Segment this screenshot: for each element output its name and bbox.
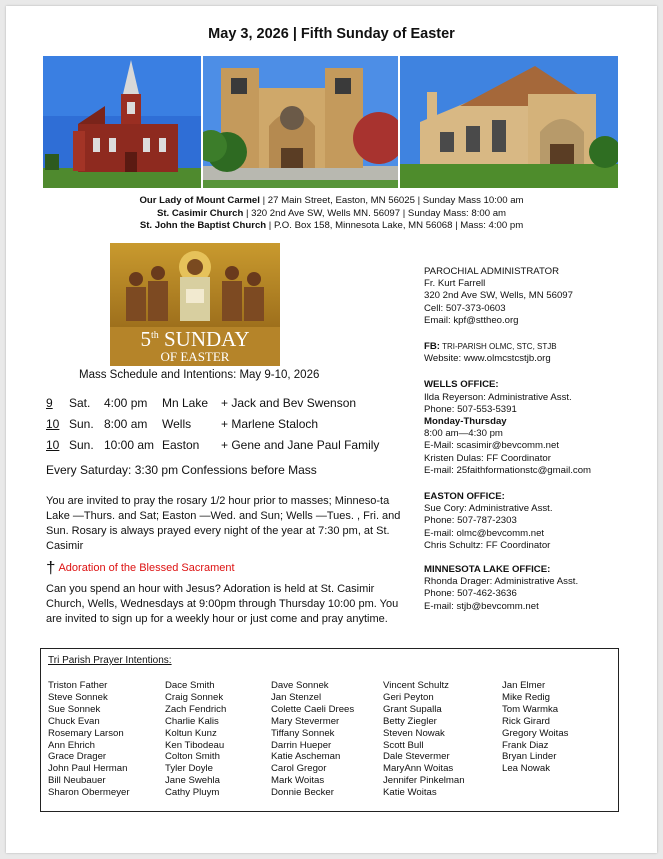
list-item: Colton Smith: [165, 751, 220, 763]
admin-section: PAROCHIAL ADMINISTRATOR Fr. Kurt Farrell 320 2nd Ave SW, Wells, MN 56097 Cell: 507-373-0603 Email: kpf@sttheo.org: [424, 266, 656, 327]
page-title: May 3, 2026 | Fifth Sunday of Easter: [208, 26, 455, 42]
admin-heading: PAROCHIAL ADMINISTRATOR: [424, 266, 560, 277]
list-item: Sue Sonnek: [48, 703, 101, 715]
list-item: Dale Stevermer: [383, 751, 450, 763]
list-item: Katie Ascheman: [271, 751, 341, 763]
easton-office: EASTON OFFICE: Sue Cory: Administrative Asst. Phone: 507-787-2303 E-mail: olmc@bevcomm.net Chris Schultz: FF Coordinator: [424, 491, 656, 552]
cross-icon: †: [46, 558, 56, 577]
easter-banner-line1: 5th SUNDAY: [140, 327, 250, 351]
mnlake-office: MINNESOTA LAKE OFFICE: Rhonda Drager: Administrative Asst. Phone: 507-462-3636 E-mail: stjb@bevcomm.net: [424, 564, 656, 613]
website-link[interactable]: Website: www.olmcstcstjb.org: [424, 353, 551, 365]
bulletin-date: May 3, 2026: [208, 26, 289, 42]
list-item: Charlie Kalis: [165, 715, 219, 727]
list-item: Dave Sonnek: [271, 680, 329, 691]
list-item: Mary Stevermer: [271, 715, 340, 727]
list-item: Rosemary Larson: [48, 727, 124, 739]
list-item: Koltun Kunz: [165, 727, 217, 739]
mnlake-email[interactable]: E-mail: stjb@bevcomm.net: [424, 600, 539, 612]
photo-st-casimir-church: [203, 56, 398, 188]
list-item: Grace Drager: [48, 751, 107, 763]
contact-column: [424, 266, 656, 623]
list-item: Jan Elmer: [502, 680, 546, 691]
list-item: Carol Gregor: [271, 763, 327, 775]
list-item: Tom Warmka: [502, 703, 559, 715]
list-item: Craig Sonnek: [165, 691, 224, 703]
prayer-column: [271, 680, 354, 799]
fb-section: FB: TRI-PARISH OLMC, STC, STJB Website: www.olmcstcstjb.org: [424, 341, 656, 365]
prayer-column: [383, 680, 465, 799]
list-item: Jennifer Pinkelman: [383, 775, 465, 787]
church-list: [6, 195, 657, 233]
list-item: Katie Woitas: [383, 787, 437, 799]
adoration-heading: † Adoration of the Blessed Sacrament: [46, 558, 235, 577]
list-item: Steve Sonnek: [48, 691, 108, 703]
church-olmc: Our Lady of Mount Carmel | 27 Main Street, Easton, MN 56025 | Sunday Mass 10:00 am: [139, 195, 524, 206]
list-item: Darrin Hueper: [271, 739, 332, 751]
list-item: Tiffany Sonnek: [271, 727, 335, 739]
list-item: Frank Diaz: [502, 739, 549, 751]
list-item: Steven Nowak: [383, 727, 445, 739]
list-item: Tyler Doyle: [165, 763, 213, 775]
list-item: Cathy Pluym: [165, 787, 220, 799]
list-item: Betty Ziegler: [383, 715, 437, 727]
church-stc: St. Casimir Church | 320 2nd Ave SW, Wells MN. 56097 | Sunday Mass: 8:00 am: [156, 207, 507, 219]
easter-banner-line2: OF EASTER: [160, 349, 230, 364]
confessions-note: Every Saturday: 3:30 pm Confessions before Mass: [46, 463, 317, 477]
list-item: Triston Father: [48, 680, 108, 691]
list-item: Rick Girard: [502, 715, 550, 727]
list-item: Zach Fendrich: [165, 703, 227, 715]
list-item: John Paul Herman: [48, 763, 128, 775]
list-item: Sharon Obermeyer: [48, 787, 130, 799]
list-item: MaryAnn Woitas: [383, 763, 454, 775]
bulletin-page: May 3, 2026 | Fifth Sunday of Easter Our Lady of Mount Carmel | 27 Main Street, Easton, MN 56025 | Sunday Mass 10:00 am St. Casimir Church | 320 2nd Ave SW, Wells MN. 56097 | Sunday Mass: 8:00 am St. John the Baptist Church | P.O. Box 158, Minnesota Lake, MN 56068 | Mass: 4:00 pm 5th SUNDAY OF EASTER Mass Schedule and Intentions: May 9-10, 2026 9 Sat. 4:00 pm Mn Lake + Jack and Bev Swenson 10 Sun. 8:00 am Wells + Marlene Staloch 10 Sun. 10:00 am Easton + Gene and Jane Paul Family Every Saturday: 3:30 pm Confessions before Mass You are invited to pray the rosary 1/2 hour prior to masses; Minneso-ta Lake —Thurs. and Sat; Easton —Wed. and Sun; Wells —Tues. , Fri. and Sun. Rosary is always prayed every night of the year at 7:30 pm, at St. Casimir † Adoration of the Blessed Sacrament Can you spend an hour with Jesus? Adoration is held at St. Casimir Church, Wells, Wednesdays at 9:00pm through Thursday 10:00 pm. You are invited to sign up for a weekly hour or just come and pray anytime. PAROCHIAL ADMINISTRATOR Fr. Kurt Farrell 320 2nd Ave SW, Wells, MN 56097 Cell: 507-373-0603 Email: kpf@sttheo.org FB: TRI-PARISH OLMC, STC, STJB Website: www.olmcstcstjb.org WELLS OFFICE: Ilda Reyerson: Administrative Asst. Phone: 507-553-5391 Monday-Thursday 8:00 am—4:30 pm E-Mail: scasimir@bevcomm.net Kristen Dulas: FF Coordinator E-mail: 25faithformationstc@gmail.com EASTON OFFICE: Sue Cory: Administrative Asst. Phone: 507-787-2303 E-mail: olmc@bevcomm.net Chris Schultz: FF Coordinator MINNESOTA LAKE OFFICE: Rhonda Drager: Administrative Asst. Phone: 507-462-3636 E-mail: stjb@bevcomm.net Tri Parish Prayer Intentions: Triston Father Steve Sonnek Sue Sonnek Chuck Evan Rosemary Larson Ann Ehrich Grace Drager John Paul Herman Bill Neubauer Sharon Obermeyer Dace Smith Craig Sonnek Zach Fendrich Charlie Kalis Koltun Kunz Ken Tibodeau Colton Smith Tyler Doyle Jane Swehla Cathy Pluym Dave Sonnek Jan Stenzel Colette Caeli Drees Mary Stevermer Tiffany Sonnek Darrin Hueper Katie Ascheman Carol Gregor Mark Woitas Donnie Becker Vincent Schultz Geri Peyton Grant Supalla Betty Ziegler Steven Nowak Scott Bull Dale Stevermer MaryAnn Woitas Jennifer Pinkelman Katie Woitas Jan Elmer Mike Redig Tom Warmka Rick Girard Gregory Woitas Frank Diaz Bryan Linder Lea Nowak: [6, 6, 657, 853]
list-item: Ann Ehrich: [48, 739, 95, 751]
list-item: Grant Supalla: [383, 703, 442, 715]
list-item: Chuck Evan: [48, 715, 100, 727]
adoration-paragraph: Can you spend an hour with Jesus? Adoration is held at St. Casimir Church, Wells, Wednesdays at 9:00pm through Thursday 10:00 pm. You are invited to sign up for a weekly hour or just come and pray anytime.: [46, 583, 399, 625]
ff-email[interactable]: E-mail: 25faithformationstc@gmail.com: [424, 464, 592, 476]
prayer-column: [165, 680, 226, 799]
list-item: Mark Woitas: [271, 775, 325, 787]
easton-email[interactable]: E-mail: olmc@bevcomm.net: [424, 527, 545, 539]
list-item: Gregory Woitas: [502, 727, 569, 739]
photo-our-lady-of-mount-carmel: [43, 56, 201, 188]
wells-office: WELLS OFFICE: Ilda Reyerson: Administrative Asst. Phone: 507-553-5391 Monday-Thursday 8:00 am—4:30 pm E-Mail: scasimir@bevcomm.net Kristen Dulas: FF Coordinator E-mail: 25faithformationstc@gmail.com: [424, 379, 656, 477]
list-item: Geri Peyton: [383, 691, 434, 703]
wells-email[interactable]: E-Mail: scasimir@bevcomm.net: [424, 440, 560, 452]
list-item: Jane Swehla: [165, 775, 220, 787]
list-item: Ken Tibodeau: [165, 739, 225, 751]
prayer-intentions-heading: Tri Parish Prayer Intentions:: [48, 655, 172, 666]
prayer-column: [502, 680, 568, 775]
list-item: Bill Neubauer: [48, 775, 106, 787]
list-item: Vincent Schultz: [383, 680, 449, 691]
list-item: Jan Stenzel: [271, 691, 322, 703]
list-item: Lea Nowak: [502, 763, 550, 775]
mass-schedule-heading: Mass Schedule and Intentions: May 9-10, 2026: [79, 369, 320, 381]
list-item: Scott Bull: [383, 739, 424, 751]
photo-st-john-the-baptist-church: [400, 56, 618, 188]
list-item: Colette Caeli Drees: [271, 703, 355, 715]
rosary-paragraph: You are invited to pray the rosary 1/2 hour prior to masses; Minneso-ta Lake —Thurs. and Sat; Easton —Wed. and Sun; Wells —Tues. , Fri. and Sun. Rosary is always prayed every night of the year at 7:30 pm, at St. Casimir: [46, 495, 401, 552]
liturgical-title: Fifth Sunday of Easter: [300, 26, 455, 42]
list-item: Bryan Linder: [502, 751, 557, 763]
list-item: Donnie Becker: [271, 787, 334, 799]
list-item: Mike Redig: [502, 691, 550, 703]
church-stjb: St. John the Baptist Church | P.O. Box 158, Minnesota Lake, MN 56068 | Mass: 4:00 pm: [139, 220, 524, 231]
fifth-sunday-easter-image: [110, 243, 280, 366]
admin-email[interactable]: Email: kpf@sttheo.org: [424, 314, 519, 326]
prayer-intentions-box: [40, 648, 619, 812]
list-item: Dace Smith: [165, 680, 215, 691]
prayer-column: [48, 680, 130, 799]
church-photos: [43, 56, 618, 188]
